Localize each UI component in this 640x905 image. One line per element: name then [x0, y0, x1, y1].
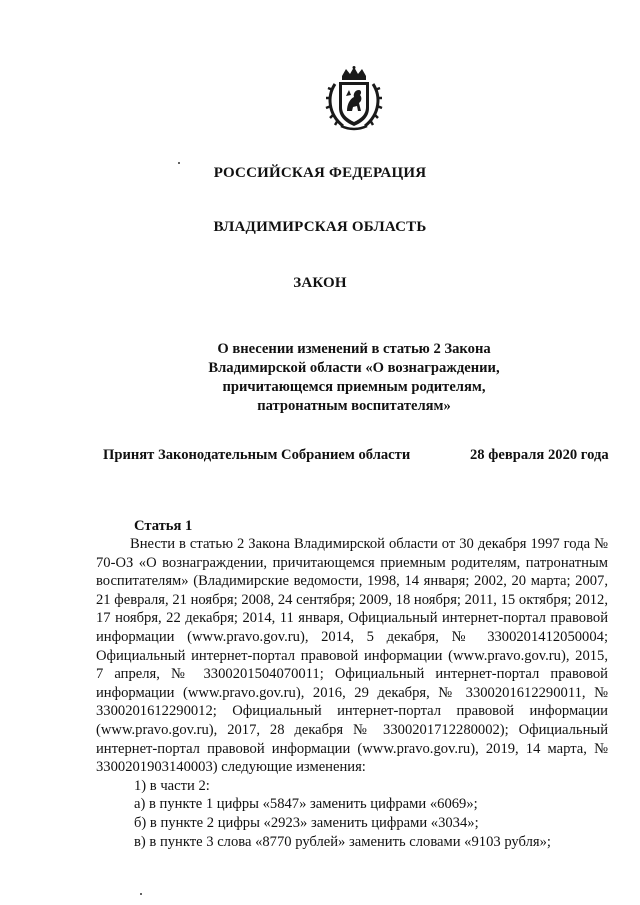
law-title [150, 340, 558, 416]
country-heading: РОССИЙСКАЯ ФЕДЕРАЦИЯ [213, 165, 427, 181]
region-heading: ВЛАДИМИРСКАЯ ОБЛАСТЬ [213, 219, 427, 235]
document-type-heading: ЗАКОН [293, 275, 347, 291]
law-title-line: причитающемся приемным родителям, [222, 379, 486, 395]
scan-speck [140, 893, 142, 895]
list-item: в) в пункте 3 слова «8770 рублей» заменить словами «9103 рубля»; [134, 833, 551, 850]
coat-of-arms-icon [325, 66, 383, 132]
law-title-line: О внесении изменений в статью 2 Закона [217, 341, 491, 357]
list-item: а) в пункте 1 цифры «5847» заменить цифрами «6069»; [134, 796, 478, 813]
adopted-by: Принят Законодательным Собранием области [103, 447, 411, 463]
list-item: 1) в части 2: [134, 777, 210, 794]
article-intro-paragraph: Внести в статью 2 Закона Владимирской области от 30 декабря 1997 года № 70-ОЗ «О вознаграждении, причитающемся приемным родителям, патронатным воспитателям» (Владимирские ведомости, 1998, 14 января; 2002, 20 марта; 2007, 21 февраля, 21 ноября; 2008, 24 сентября; 2009, 18 ноября; 2011, 15 октября; 2012, 17 ноября, 22 декабря; 2014, 11 января, Официальный интернет-портал правовой информации (www.pravo.gov.ru), 2014, 5 декабря, № 3300201412050004; Официальный интернет-портал правовой информации (www.pravo.gov.ru), 2015, 7 апреля, № 3300201504070011; Официальный интернет-портал правовой информации (www.pravo.gov.ru), 2016, 29 декабря, № 3300201612290011, № 3300201612290012; Официальный интернет-портал правовой информации (www.pravo.gov.ru), 2017, 28 декабря № 3300201712280002); Официальный интернет-портал правовой информации (www.pravo.gov.ru), 2019, 14 марта, № 3300201903140003) следующие изменения: [96, 536, 608, 776]
scan-speck [178, 162, 180, 164]
article-body [96, 535, 608, 851]
adoption-date: 28 февраля 2020 года [470, 447, 609, 463]
article-heading: Статья 1 [134, 518, 193, 534]
law-title-line: Владимирской области «О вознаграждении, [208, 360, 500, 376]
law-title-line: патронатным воспитателям» [257, 398, 451, 414]
list-item: б) в пункте 2 цифры «2923» заменить цифрами «3034»; [134, 814, 479, 831]
